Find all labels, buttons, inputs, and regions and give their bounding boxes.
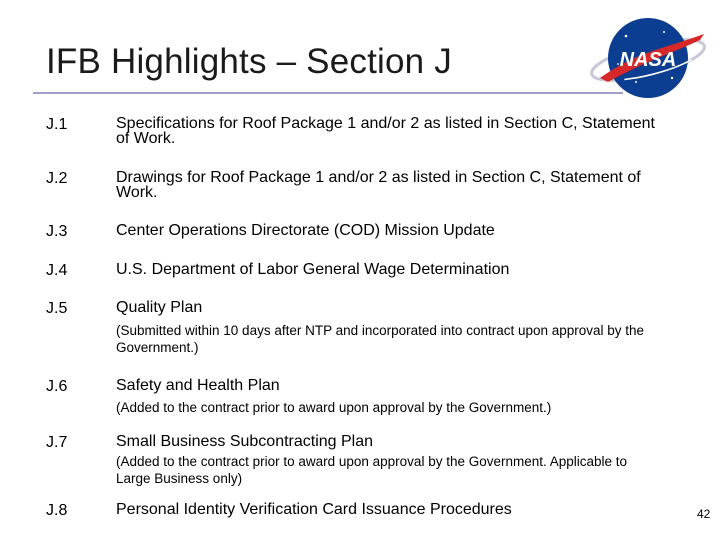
- item-code: J.7: [46, 434, 68, 451]
- item-code: J.6: [46, 378, 68, 395]
- item-note: (Added to the contract prior to award upon approval by the Government.): [116, 400, 552, 415]
- item-text: Small Business Subcontracting Plan: [116, 433, 374, 450]
- item-code: J.1: [46, 116, 68, 133]
- page-number: 42: [697, 507, 711, 521]
- item-text: Safety and Health Plan: [116, 377, 280, 394]
- title-underline: [33, 92, 623, 94]
- item-text: Personal Identity Verification Card Issuance Procedures: [116, 501, 512, 518]
- item-note: (Added to the contract prior to award upon approval by the Government. Applicable to Large Business only): [116, 454, 628, 486]
- item-text: Drawings for Roof Package 1 and/or 2 as listed in Section C, Statement of Work.: [116, 169, 641, 201]
- item-code: J.4: [46, 262, 68, 279]
- item-text: Center Operations Directorate (COD) Mission Update: [116, 222, 495, 239]
- item-note: (Submitted within 10 days after NTP and incorporated into contract upon approval by the Government.): [116, 323, 645, 355]
- item-text: Specifications for Roof Package 1 and/or 2 as listed in Section C, Statement of Work.: [116, 115, 655, 147]
- nasa-logo: [586, 12, 710, 104]
- item-text: Quality Plan: [116, 299, 203, 316]
- item-code: J.2: [46, 170, 68, 187]
- item-text: U.S. Department of Labor General Wage Determination: [116, 261, 510, 278]
- item-code: J.5: [46, 300, 68, 317]
- item-code: J.8: [46, 502, 68, 519]
- nasa-wordmark: NASA: [619, 49, 677, 71]
- item-code: J.3: [46, 223, 68, 240]
- slide-title: IFB Highlights – Section J: [46, 42, 452, 81]
